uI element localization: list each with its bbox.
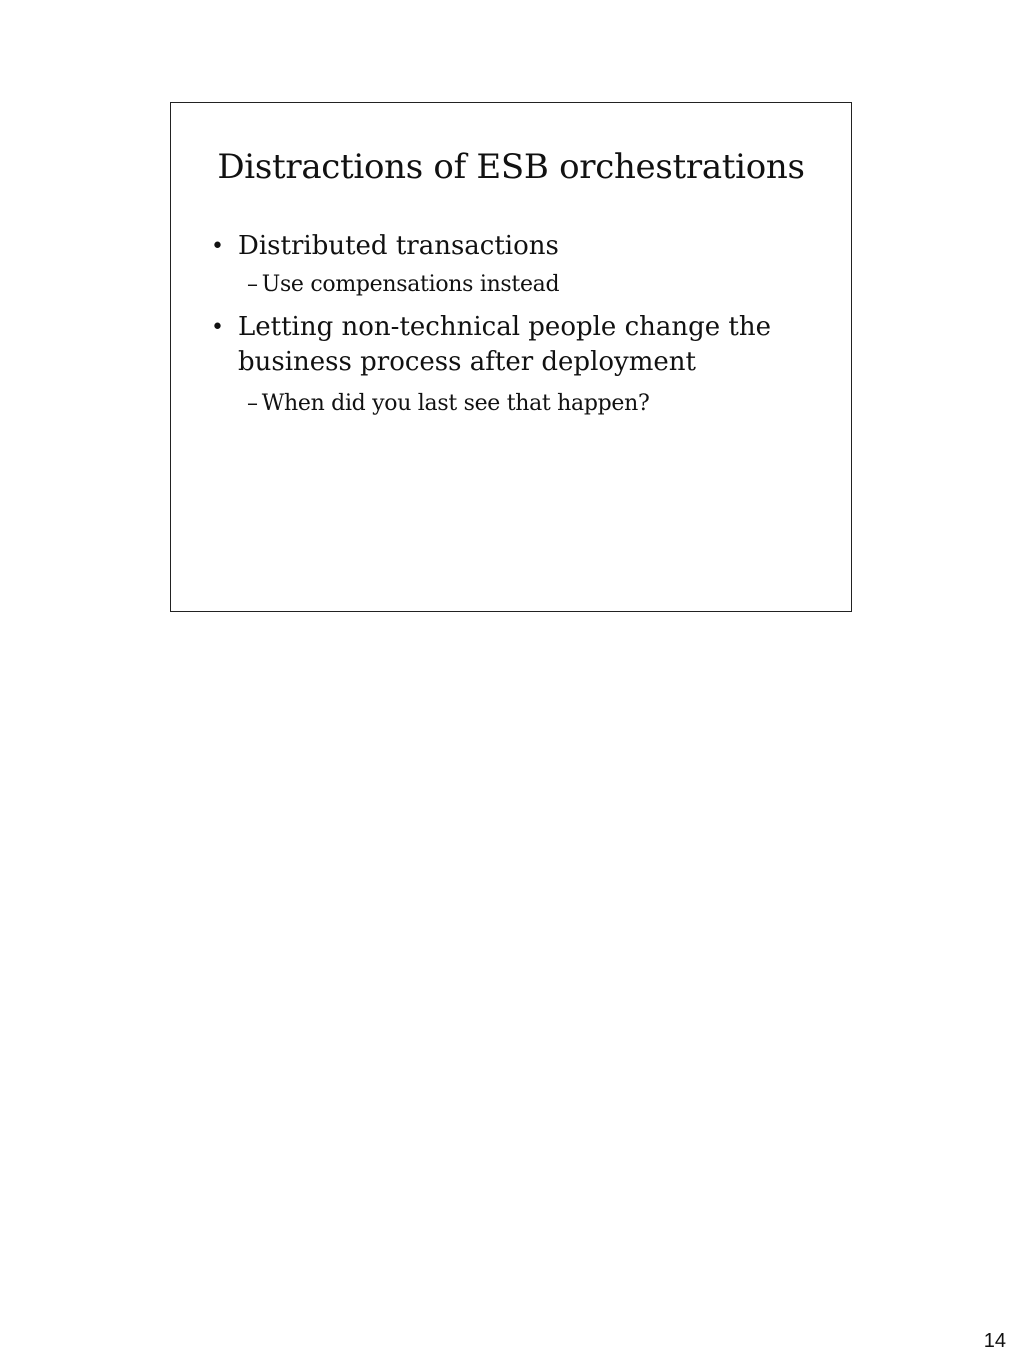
bullet-item [211,229,811,264]
bullet-text: Letting non-technical people change the business process after deployment [238,312,772,377]
sub-bullet-marker: – [247,272,258,297]
bullet-marker: • [211,234,224,259]
sub-bullet-item [247,271,827,299]
bullet-text: Distributed transactions [238,231,559,261]
sub-bullet-item [247,390,827,418]
sub-bullet-marker: – [247,391,258,416]
sub-bullet-text: When did you last see that happen? [261,391,650,416]
bullet-marker: • [211,315,224,340]
slide-frame [170,102,852,612]
page-number: 14 [983,1330,1006,1352]
bullet-item [211,310,811,380]
slide-title: Distractions of ESB orchestrations [217,147,805,187]
sub-bullet-text: Use compensations instead [261,272,560,297]
